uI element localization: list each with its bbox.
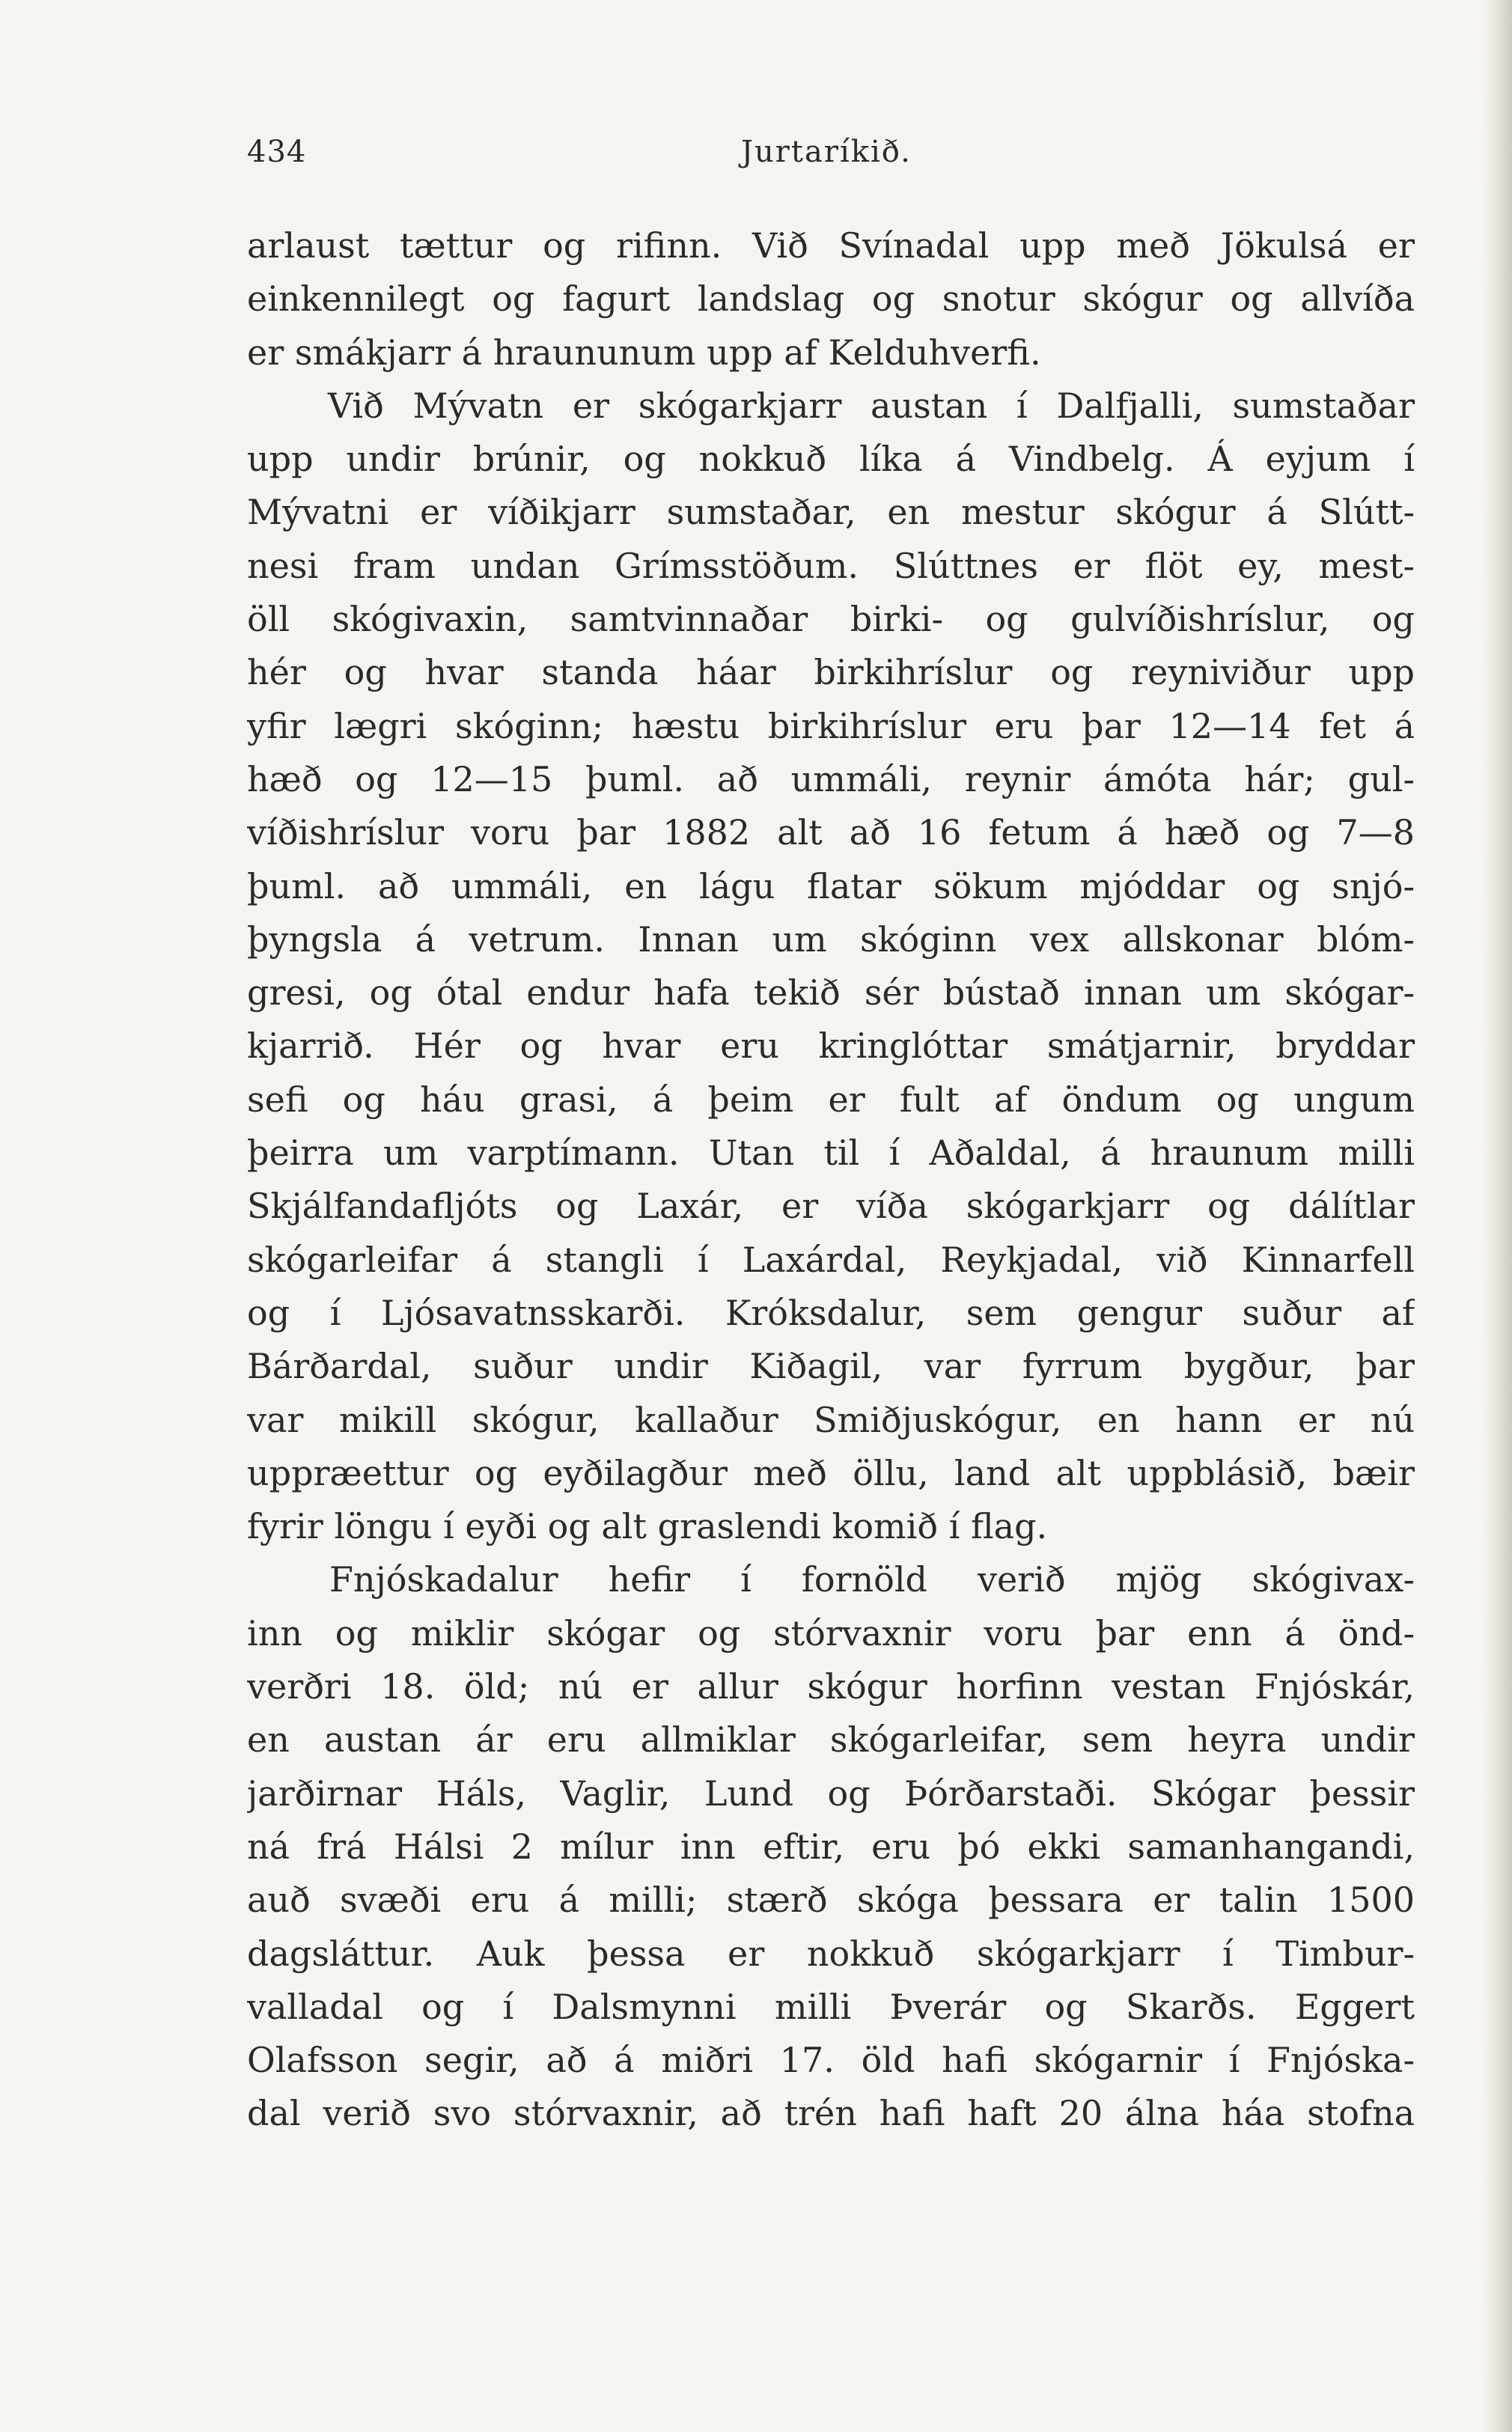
text-line: skógarleifar á stangli í Laxárdal, Reykjadal, við Kinnarfell [247,1239,1415,1280]
text-line: arlaust tættur og rifinn. Við Svínadal upp með Jökulsá er [247,225,1415,266]
text-line: gresi, og ótal endur hafa tekið sér bústað innan um skógar- [247,972,1415,1014]
text-line: þuml. að ummáli, en lágu flatar sökum mjóddar og snjó- [247,865,1415,906]
text-line: öll skógivaxin, samtvinnaðar birki- og gulvíðishríslur, og [247,599,1415,640]
text-line: Mývatni er víðikjarr sumstaðar, en mestur skógur á Slútt- [247,492,1415,533]
text-line: þeirra um varptímann. Utan til í Aðaldal, á hraunum milli [247,1133,1415,1174]
text-line: Við Mývatn er skógarkjarr austan í Dalfjalli, sumstaðar [328,385,1415,426]
text-line: er smákjarr á hraununum upp af Kelduhverfi. [247,332,1041,373]
text-line: Olafsson segir, að á miðri 17. öld hafi skógarnir í Fnjóska- [247,2040,1415,2081]
text-line: auð svæði eru á milli; stærð skóga þessara er talin 1500 [247,1880,1415,1921]
text-line: Bárðardal, suður undir Kiðagil, var fyrrum bygður, þar [247,1346,1415,1387]
text-line: og í Ljósavatnsskarði. Króksdalur, sem gengur suður af [247,1292,1415,1333]
text-line: kjarrið. Hér og hvar eru kringlóttar smátjarnir, bryddar [247,1025,1415,1067]
running-title: Jurtaríkið. [741,135,912,169]
text-line: jarðirnar Háls, Vaglir, Lund og Þórðarstaði. Skógar þessir [247,1773,1415,1814]
page-header [247,135,1415,180]
page-edge-shadow [1482,0,1512,2432]
text-line: var mikill skógur, kallaður Smiðjuskógur, en hann er nú [247,1399,1415,1440]
text-line: inn og miklir skógar og stórvaxnir voru þar enn á önd- [247,1612,1415,1654]
text-line: sefi og háu grasi, á þeim er fult af öndum og ungum [247,1079,1415,1120]
text-line: valladal og í Dalsmynni milli Þverár og Skarðs. Eggert [247,1986,1415,2027]
text-line: nesi fram undan Grímsstöðum. Slúttnes er flöt ey, mest- [247,545,1415,586]
text-line: dal verið svo stórvaxnir, að trén hafi haft 20 álna háa stofna [247,2093,1415,2134]
text-line: yfir lægri skóginn; hæstu birkihríslur eru þar 12—14 fet á [247,705,1415,746]
text-line: ná frá Hálsi 2 mílur inn eftir, eru þó ekki samanhangandi, [247,1826,1415,1867]
text-line: einkennilegt og fagurt landslag og snotur skógur og allvíða [247,278,1415,320]
text-line: Fnjóskadalur hefir í fornöld verið mjög skógivax- [329,1559,1415,1600]
text-line: dagsláttur. Auk þessa er nokkuð skógarkjarr í Timbur- [247,1933,1415,1974]
text-line: en austan ár eru allmiklar skógarleifar, sem heyra undir [247,1719,1415,1761]
text-line: uppræettur og eyðilagður með öllu, land alt uppblásið, bæir [247,1452,1415,1493]
body-text [247,219,1415,2141]
text-line: víðishríslur voru þar 1882 alt að 16 fetum á hæð og 7—8 [247,812,1415,853]
text-line: hér og hvar standa háar birkihríslur og reyniviður upp [247,652,1415,693]
text-line: fyrir löngu í eyði og alt graslendi komið í flag. [247,1506,1048,1547]
text-line: verðri 18. öld; nú er allur skógur horfinn vestan Fnjóskár, [247,1666,1415,1707]
page-number: 434 [247,135,307,169]
text-line: þyngsla á vetrum. Innan um skóginn vex allskonar blóm- [247,918,1415,960]
text-line: hæð og 12—15 þuml. að ummáli, reynir ámóta hár; gul- [247,758,1415,799]
text-line: upp undir brúnir, og nokkuð líka á Vindbelg. Á eyjum í [247,439,1415,480]
text-line: Skjálfandafljóts og Laxár, er víða skógarkjarr og dálítlar [247,1186,1415,1227]
